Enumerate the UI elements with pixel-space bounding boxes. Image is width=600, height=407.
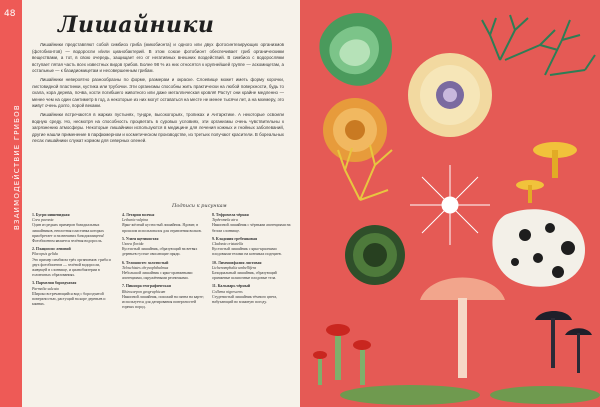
caption-name: 4. Летария волчья — [122, 213, 155, 217]
caption-lat: Lichenomphalia umbellifera — [212, 265, 257, 270]
teloschistes-illustration — [408, 53, 492, 137]
caption-name: 3. Пармелия бороздчатая — [32, 281, 77, 286]
caption-item — [212, 237, 294, 258]
lichenomphalia-illustration — [516, 142, 577, 203]
caption-lat: Rhizocarpon geographicum — [122, 289, 166, 294]
collema-illustration — [535, 311, 592, 373]
caption-name: 11. Кальмарь чёрный — [212, 284, 250, 289]
caption-desc: Это пример симбиоза трёх организмов: гриба и двух фотобионтов — зелёной водоросли, живущей в слоевище, и цианобактерии в головчатых образованиях. — [32, 257, 111, 278]
section-sidebar — [0, 0, 22, 407]
caption-item — [122, 284, 204, 310]
caption-desc: Накипной лишайник, похожий на пятна на карте; используется для датирования поверхностей горных пород. — [122, 294, 204, 310]
caption-desc: Небольшой лишайник с ярко-оранжевыми апотециями, окружёнными ресничками. — [122, 271, 193, 281]
caption-item — [32, 281, 114, 307]
paragraph: Лишайники невероятно разнообразны по форме, размерам и окраске. Слоевище может иметь форму корочки, листовидной пластинки, кустика или трубочки. Эти организмы способны жить практически на любой поверхности, будь то скала, кора дерева, почва, кости погибшего животного или даже металлическая кровля! Растут они крайне медленно — менее чем на один сантиметр в год, а некоторые из них могут оставаться на месте не менее тысячи лет, а на мхемеру, это живут очень долго, порой веками. — [32, 76, 284, 109]
caption-lat: Teloschistes chrysophthalmus — [122, 265, 169, 270]
body-text — [32, 42, 284, 147]
caption-item — [122, 237, 204, 258]
cladonia-illustration — [313, 324, 371, 385]
caption-name: 9. Кладония гребешковая — [212, 236, 258, 241]
illustration-page — [300, 0, 600, 407]
caption-name: 10. Лихеномфалия листовая — [212, 260, 262, 265]
section-label: ВЗАИМОДЕЙСТВИЕ ГРИБОВ — [13, 104, 21, 230]
caption-lat: Letharia vulpina — [122, 218, 149, 223]
starburst-lichen-illustration — [410, 165, 490, 245]
caption-desc: Кустистый лишайник с ярко-красными плодовыми телами на кончиках подециев. — [212, 247, 282, 257]
caption-item — [212, 284, 294, 305]
lichen-illustration — [300, 0, 600, 407]
paragraph: Лишайники представляют собой симбиоз гриба (микобионта) и одного или двух фотосинтезирующих организмов (фотобионтов) — водоросли и/или цианобактерий. В этом союзе фотобионт обеспечивает гриб органическими веществами, а тот, в свою очередь, защищает его от негативных внешних воздействий. В симбиоз с водорослями вступает пятая часть всех известных видов грибов. Более 98 % из них относятся к крупнейшей группе — аскомицетам, а остальные — к базидиомицетам и несовершенным грибам. — [32, 42, 284, 74]
caption-item — [32, 213, 114, 244]
caption-desc: Один из редких примеров базидиальных лишайников, неплотная пластинка которых приобретает и на внешних базидиомицеты! Фотобионтом является зелёная водоросль. — [32, 223, 105, 244]
page-number: 48 — [4, 9, 16, 19]
caption-desc: Ярко-жёлтый кустистый лишайник. Ядовит, в прошлом использовался для отравления волков. — [122, 223, 202, 233]
caption-desc: Накипной лишайник с чёрными апотециями на белом слоевище. — [212, 223, 291, 233]
caption-lat: Usnea florida — [122, 242, 144, 247]
caption-lat: Parmelia sulcata — [32, 286, 59, 291]
tephromela-illustration — [492, 209, 585, 287]
caption-name: 5. Усиея щетинистая — [122, 236, 159, 241]
usnea-illustration — [482, 15, 595, 75]
caption-item — [122, 261, 204, 282]
moss-illustration — [340, 385, 600, 405]
caption-desc: Широко встречающийся вид с бороздчатой поверхностью, растущий на коре деревьев и камнях. — [32, 291, 106, 307]
caption-name: 1. Бугри нишевидная — [32, 213, 70, 217]
page-title: Лишайники — [58, 12, 215, 38]
caption-desc: Базидиальный лишайник, образующий оранжевые шляпочные плодовые тела. — [212, 271, 277, 281]
cora-pavonia-illustration — [319, 13, 392, 86]
caption-lat: Cladonia cristatella — [212, 242, 244, 247]
caption-item — [32, 247, 114, 278]
caption-item — [122, 213, 204, 234]
caption-name: 7. Пикнора географическая — [122, 284, 171, 289]
caption-item — [212, 213, 294, 234]
caption-lat: Tephromela atra — [212, 218, 238, 223]
caption-desc: Кустистый лишайник, образующий на ветвях деревьев густые свисающие пряди. — [122, 247, 198, 257]
rhizocarpon-illustration — [345, 225, 405, 285]
caption-name: 8. Тефромела чёрная — [212, 213, 249, 217]
captions-heading: Подписи к рисункам — [172, 203, 227, 209]
mushroom-illustration — [420, 278, 505, 379]
caption-name: 6. Телошистес золотистый — [122, 260, 169, 265]
caption-lat: Collema nigrescens — [212, 289, 243, 294]
caption-lat: Cora pavonia — [32, 218, 54, 223]
paragraph: Лишайники встречаются в жарких пустынях, тундре, высокогорьях, тропиках и Антарктике. А некоторые освоили водную среду. Но, несмотря на способность процветать в суровых условиях, эти организмы очень чувствительны к загрязнению атмосферы. Некоторые лишайники используются в медицине для лечения кожных и гнойных заболеваний, другие нашли применение в парфюмерном и косметическом производстве, из третьих получают красители. В бореальных лесах лишайники служат кормом для северных оленей. — [32, 111, 284, 144]
caption-item — [212, 261, 294, 282]
caption-desc: Студенистый лишайник тёмного цвета, набухающий во влажную погоду. — [212, 294, 278, 305]
parmelia-illustration — [323, 98, 387, 162]
caption-lat: Placopsis gelida — [32, 252, 58, 257]
captions-list — [32, 213, 294, 311]
caption-name: 2. Плацопсис леповий — [32, 247, 71, 252]
